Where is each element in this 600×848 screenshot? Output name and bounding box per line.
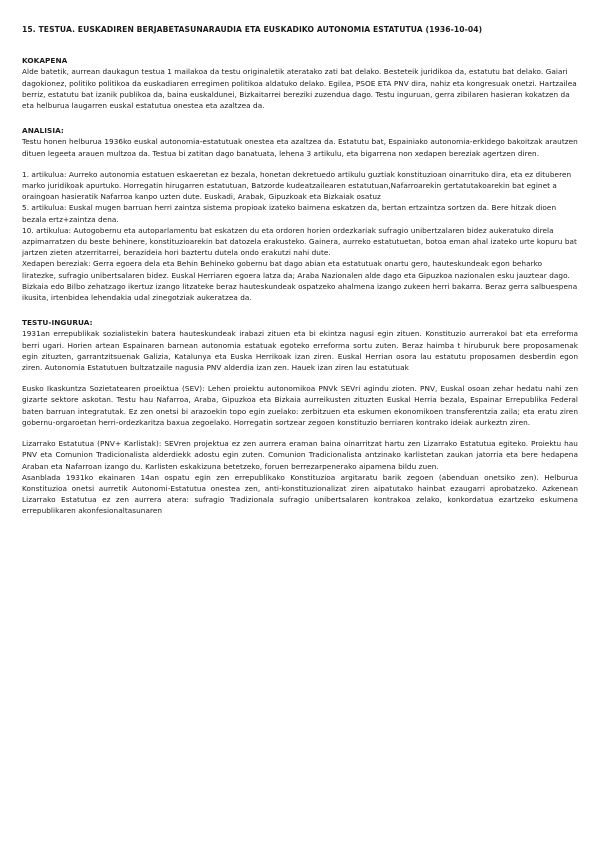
section-heading-analisia: ANALISIA: bbox=[22, 126, 64, 136]
kokapena-paragraph: Alde batetik, aurrean daukagun testua 1 mailakoa da testu originaletik ateratako zati bat delako. Besteteik juridikoa da, estatutu bat delako. Gaiari dagokionez, politiko politikoa da euskadiaren erregimen politikoa aldatuko delako. Egilea, PSOE ETA PNV dira, nahiz eta kongresuak onetzi. Hartzailea berriz, estatutu bat izanik publikoa da, baina euskaldunei, Bizkaitarrei bereziki zuzendua dago. Testu inguruan, gerra zibilaren hasieran kokatzen da eta helburua laugarren euskal estatutua onestea eta azaltzea da. bbox=[22, 67, 577, 111]
analisia-article-10: 10. artikulua: Autogobernu eta autoparlamentu bat eskatzen du eta ordoren horien ordezkariak sufragio unibertzalaren bidez aukeratuko direla azpimarratzen du beste behinere, konstituzioarekin bat datozela erakusteko. Gainera, aurreko estatutuetan, botoa eman ahal izateko urte kopuru bat jartzen zieten atzerritarrei, berazideia hori baztertu dutela ondo erakutzi nahi dute. bbox=[22, 225, 577, 258]
analisia-xedapen-bereziak: Xedapen bereziak: Gerra egoera dela eta Behin Behineko gobernu bat dago abian eta estatutuak onartu gero, hauteskundeak egon beharko liratezke, sufragio unibertsalaren bidez. Euskal Herriaren egoera latza da; Araba Nazionalen alde dago eta Gipuzkoa nazionalen esku jauztear dago. Bizkaia edo Bilbo zehatzago ikertuz izango litzateke beraz hauteskundeak ospatzeko ahalmena izango zukeen herri bakarra. Beraz gerra salbuespena ikusita, irtenbidea lehendakia udal zinegotziak aukeratzea da. bbox=[22, 259, 578, 303]
analisia-article-1: 1. artikulua: Aurreko autonomia estatuen eskaeretan ez bezala, honetan dekretuedo artikulu guztiak konstituzioan oinarrituko dira, eta ez dituberen marko juridikoak apurtuko. Horregatin hirugarren estatutuan, Batzorde kudeatzailearen estatutuan,Nafarroarekin gertatutakoarekin bat eginet a oraingoan hasieratik Nafarroa kanpo uzten dute. Euskadi, Arabak, Gipuzkoak eta Bizkaiak osatuz bbox=[22, 169, 572, 202]
testu-ingurua-asanblada-paragraph: Asanblada 1931ko ekainaren 14an ospatu egin zen errepublikako Konstituzioa argitaratu barik zegoen (abenduan onetsiko zen). Helburua Konstituzioa onetsi aurretik Autonomi-Estatutua onestea zen, anti-konstituzionalizat ziren aipatutako hainbat ezaugarri aprobatzeko. Azkenean Lizarrako Estatutua ez zen aurrera atera: sufragio Tradizionala sufragio unibertsalaren kontrakoa zelako, konkordatua ezartzeko eskumena errepublikaren akonfesionaltasunaren bbox=[22, 472, 578, 516]
analisia-intro-paragraph: Testu honen helburua 1936ko euskal autonomia-estatutuak onestea eta azaltzea da. Estatutu bat, Espainiako autonomia-erkidego bakoitzak arautzen dituen legeeta arauen multzoa da. Testua bi zatitan dago banatuata, lehena 3 artikulu, eta bigarrena non xedapen bereziak agertzen diren. bbox=[22, 137, 578, 158]
section-heading-testu-ingurua: TESTU-INGURUA: bbox=[22, 318, 93, 328]
testu-ingurua-sev-paragraph: Eusko Ikaskuntza Sozietatearen proeiktua (SEV): Lehen proiektu autonomikoa PNVk SEVri agindu zioten. PNV, Euskal osoan zehar hedatu nahi zen gizarte sektore askotan. Testu hau Nafarroa, Araba, Gipuzkoa eta Bizkaia aurreikusten zituzten Euskal Herria bezala, Espainar Errepublika Federal baten barruan integratutak. Ez zen onetsi bi arazoekin topo egin zuelako: zerbitzuen eta eskumen ekonomikoen transferentzia zaila; eta eratu ziren gobernu-orgaroetan herri-ordezkaritza baxua zegoelako. Horregatin sortzear zegoen konstituzio berriaren kontrako ideiak aurkeztn ziren. bbox=[22, 384, 578, 427]
testu-ingurua-paragraph-1: 1931an errepublikak sozialistekin batera hauteskundeak irabazi zituen eta bi ekintza nagusi egin zituen. Konstituzio aurrerakoi bat eta erreforma berri ugari. Horien artean Espainaren barnean autonomia estatuak egoteko erreforma sortu zuten. Beraz haimba t hiruburuk bere proposamenak egin zituzten, garrantzitsuenak Galizia, Katalunya eta Euska Herrikoak izan ziren. Euskal Herrian osora lau estatutu proposamen desberdin egon ziren. Autonomia Estatutuen bultzatzaile nagusia PNV alderdia izan zen. Hauek izan ziren lau estatutuak bbox=[22, 329, 578, 373]
testu-ingurua-lizarra-paragraph: Lizarrako Estatutua (PNV+ Karlistak): SEVren projektua ez zen aurrera eraman baina oinarritzat hartu zen Lizarrako Estatutua egiteko. Proiektu hau PNV eta Comunion Tradicionalista alderdiekk adostu egin zuten. Comunion Tradicionalista antzinako karlistetan zaukan jatorria eta bere hedapena Araban eta Nafarroan izango du. Karlisten eskakizuna betetzeko, foruen berrezarpenerako aipamena bildu zuen. bbox=[22, 439, 578, 471]
document-title: 15. TESTUA. EUSKADIREN BERJABETASUNARAUDIA ETA EUSKADIKO AUTONOMIA ESTATUTUA (1936-10-04) bbox=[22, 25, 483, 34]
analisia-article-5: 5. artikulua: Euskal mugen barruan herri zaintza sistema propioak izateko baimena eskatzen da, bertan ertzaintza sortzen da. Bere hitzak dioen bezala ertz+zaintza dena. bbox=[22, 203, 557, 224]
section-heading-kokapena: KOKAPENA bbox=[22, 56, 68, 66]
